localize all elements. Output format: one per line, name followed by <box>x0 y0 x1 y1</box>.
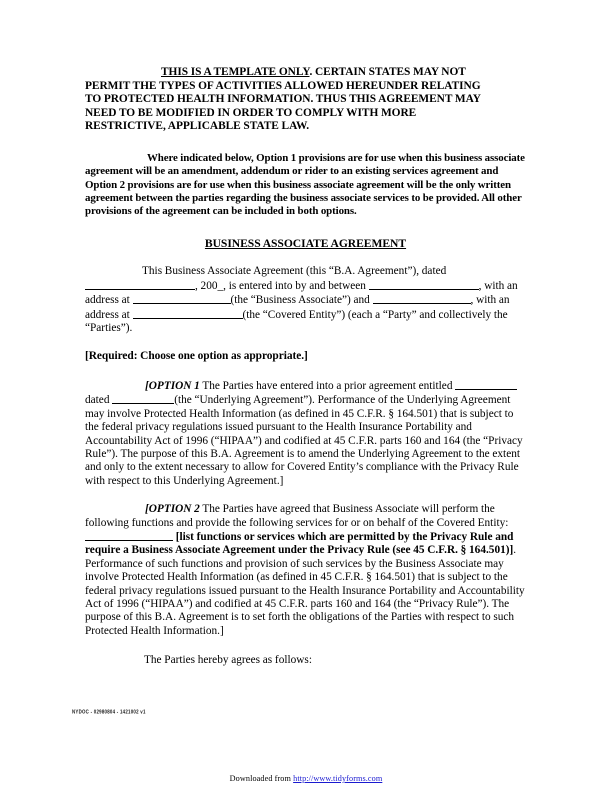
option-1-tag: [OPTION 1 <box>145 379 200 392</box>
preamble-seg5: , with an address at <box>85 294 510 321</box>
instructions-paragraph <box>85 152 526 218</box>
option-2-tag: [OPTION 2 <box>145 503 200 516</box>
date-blank-field[interactable] <box>85 279 195 290</box>
preamble-seg4: (the “Business Associate”) and <box>230 294 370 307</box>
preamble-paragraph <box>85 265 526 335</box>
notice-line1-rest: . CERTAIN STATES MAY NOT <box>309 66 466 78</box>
template-only-emphasis: THIS IS A TEMPLATE ONLY <box>161 66 310 78</box>
option-2-bold-insert: [list functions or services which are permitted by the Privacy Rule and require a Business Associate Agreement under the Privacy Rule (see 45 C.F.R. § 164.501)] <box>85 530 514 557</box>
closing-paragraph <box>85 654 526 667</box>
party1-address-blank-field[interactable] <box>133 293 231 304</box>
option-2-seg1: The Parties have agreed that Business Associate will perform the following functions and provide the following services for or on behalf of the Covered Entity: <box>85 503 509 529</box>
option-1-seg3: (the “Underlying Agreement”). Performance of the Underlying Agreement may involve Protected Health Information (as defined in 45 C.F.R. § 164.501) that is subject to the federal privacy regulations issued pursuant to the Health Insurance Portability and Accountability Act of 1996 (“HIPAA”) and codified at 45 C.F.R. parts 160 and 164 (the “Privacy Rule”). The purpose of this B.A. Agreement is to amend the Underlying Agreement to the extent and only to the extent necessary to allow for Covered Entity’s compliance with the Privacy Rule with respect to this Underlying Agreement.] <box>85 394 523 487</box>
document-body <box>85 66 526 668</box>
option-2-services-blank[interactable] <box>85 530 173 541</box>
page-title-text: BUSINESS ASSOCIATE AGREEMENT <box>204 237 407 251</box>
document-reference-text: NYDOC - 02980804 - 1421002 v1 <box>72 709 146 715</box>
party2-name-blank-field[interactable] <box>373 293 471 304</box>
notice-line3: TO PROTECTED HEALTH INFORMATION. THUS THIS AGREEMENT MAY <box>85 93 481 106</box>
required-instruction <box>85 350 526 363</box>
option-1-seg1: The Parties have entered into a prior agreement entitled <box>199 379 453 392</box>
footer-prefix: Downloaded from <box>229 774 294 783</box>
notice-line2: PERMIT THE TYPES OF ACTIVITIES ALLOWED HEREUNDER RELATING <box>85 79 481 92</box>
instructions-text: Where indicated below, Option 1 provisions are for use when this business associate agreement will be an amendment, addendum or rider to an existing services agreement and Option 2 provisions are for use when this business associate agreement will be the only written agreement between the parties regarding the business associate services to be provided. All other provisions of the agreement can be included in both options. <box>85 151 525 218</box>
template-only-notice <box>85 66 526 134</box>
preamble-seg6: (the “Covered Entity”) (each a “Party” and collectively the “Parties”). <box>85 308 508 335</box>
option-1-seg2: dated <box>85 394 110 407</box>
option-1-agreement-title-blank[interactable] <box>455 379 517 390</box>
party2-address-blank-field[interactable] <box>133 308 243 319</box>
preamble-seg3: , with an address at <box>85 279 518 307</box>
preamble-seg1: This Business Associate Agreement (this “B.A. Agreement”), dated <box>142 265 447 278</box>
option-2-paragraph <box>85 503 526 638</box>
page-title <box>85 237 526 251</box>
option-1-agreement-date-blank[interactable] <box>112 393 174 404</box>
preamble-seg2: , 200_, is entered into by and between <box>195 279 366 292</box>
option-1-paragraph <box>85 379 526 488</box>
notice-line4: NEED TO BE MODIFIED IN ORDER TO COMPLY WITH MORE <box>85 106 417 119</box>
notice-line5: RESTRICTIVE, APPLICABLE STATE LAW. <box>85 120 310 133</box>
party1-name-blank-field[interactable] <box>369 279 479 290</box>
tidyforms-link[interactable]: http://www.tidyforms.com <box>293 774 383 783</box>
document-reference-code <box>72 709 146 715</box>
option-2-seg2: . Performance of such functions and provision of such services by the Business Associate may involve Protected Health Information (as defined in 45 C.F.R. § 164.501) that is subject to the federal privacy regulations issued pursuant to the Health Insurance Portability and Accountability Act of 1996 (“HIPAA”) and codified at 45 C.F.R. parts 160 and 164 (the “Privacy Rule”). The purpose of this B.A. Agreement is to set forth the obligations of the Parties with respect to such Protected Health Information.] <box>85 544 525 637</box>
required-instruction-text: [Required: Choose one option as appropriate.] <box>85 350 308 363</box>
footer-attribution <box>0 774 612 783</box>
closing-text: The Parties hereby agrees as follows: <box>144 654 312 667</box>
